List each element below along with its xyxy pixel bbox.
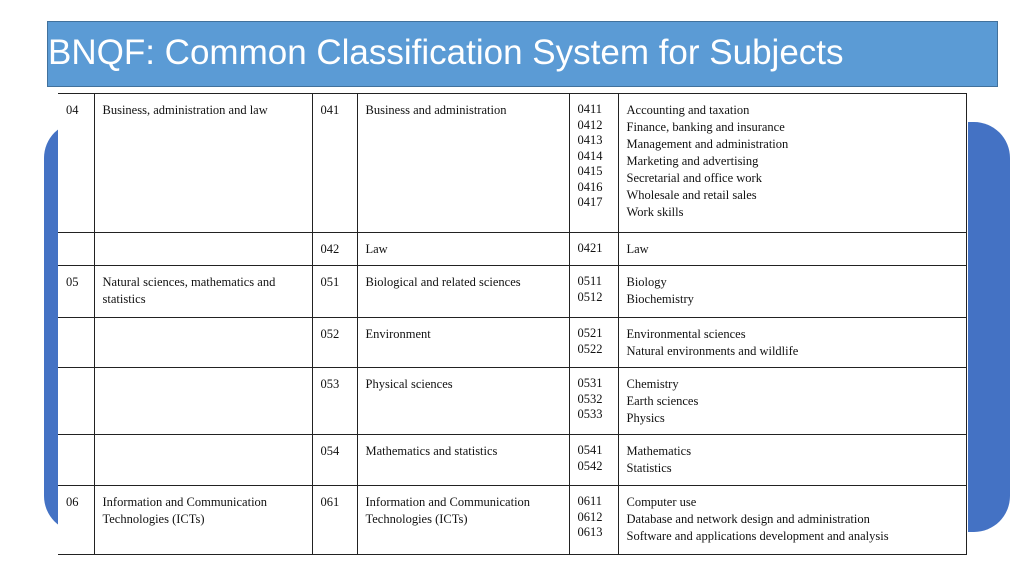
- detailed-field-code-cell: [569, 486, 618, 555]
- broad-field-code: 04: [66, 103, 79, 117]
- detailed-field-name: Finance, banking and insurance: [626, 120, 785, 134]
- table-row: [58, 233, 966, 266]
- broad-field-name: statistics: [102, 292, 146, 306]
- narrow-field-name-cell: [357, 435, 569, 486]
- table-row: [58, 266, 966, 318]
- narrow-field-name-cell: [357, 94, 569, 233]
- detailed-field-name-cell: [618, 94, 966, 233]
- broad-field-name-cell: [94, 435, 312, 486]
- narrow-field-name: Environment: [365, 327, 431, 341]
- detailed-field-code: 0412: [577, 117, 603, 132]
- broad-field-code-cell: [58, 233, 94, 266]
- broad-field-name-cell: [94, 368, 312, 435]
- classification-table: [58, 93, 967, 555]
- table-row: [58, 318, 966, 368]
- detailed-field-code: 0414: [577, 148, 603, 163]
- detailed-field-code: 0512: [577, 289, 603, 304]
- detailed-field-code: 0417: [577, 195, 603, 209]
- narrow-field-name: Business and administration: [365, 103, 507, 117]
- detailed-field-code-cell: [569, 233, 618, 266]
- broad-field-code: 06: [66, 495, 79, 509]
- detailed-field-name-cell: [618, 368, 966, 435]
- narrow-field-code-cell: [312, 486, 357, 555]
- broad-field-name-cell: [94, 266, 312, 318]
- detailed-field-name: Work skills: [626, 205, 684, 219]
- narrow-field-code-cell: [312, 266, 357, 318]
- broad-field-name-cell: [94, 486, 312, 555]
- narrow-field-name: Biological and related sciences: [365, 275, 521, 289]
- table-row: [58, 94, 966, 233]
- detailed-field-code-cell: [569, 94, 618, 233]
- detailed-field-name: Marketing and advertising: [626, 154, 759, 168]
- broad-field-code-cell: [58, 435, 94, 486]
- narrow-field-code: 051: [320, 275, 340, 289]
- broad-field-code-cell: [58, 368, 94, 435]
- narrow-field-code: 061: [320, 495, 340, 509]
- table-row: [58, 435, 966, 486]
- narrow-field-name: Physical sciences: [365, 377, 453, 391]
- broad-field-name-cell: [94, 318, 312, 368]
- detailed-field-code-cell: [569, 266, 618, 318]
- broad-field-name: Business, administration and law: [102, 103, 268, 117]
- broad-field-name-cell: [94, 94, 312, 233]
- detailed-field-code: 0511: [577, 274, 603, 288]
- detailed-field-name: Chemistry: [626, 377, 679, 391]
- narrow-field-name: Law: [365, 242, 388, 256]
- detailed-field-code: 0541: [577, 443, 603, 457]
- broad-field-code-cell: [58, 486, 94, 555]
- broad-field-name: Information and Communication: [102, 495, 268, 509]
- detailed-field-code: 0611: [577, 494, 603, 508]
- narrow-field-name-cell: [357, 318, 569, 368]
- table-row: [58, 486, 966, 555]
- detailed-field-code: 0612: [577, 509, 603, 524]
- broad-field-code-cell: [58, 266, 94, 318]
- broad-field-code-cell: [58, 94, 94, 233]
- detailed-field-name-cell: [618, 486, 966, 555]
- narrow-field-name: Mathematics and statistics: [365, 444, 498, 458]
- detailed-field-name: Software and applications development and analysis: [626, 529, 889, 543]
- detailed-field-name: Database and network design and administration: [626, 512, 870, 526]
- detailed-field-name: Secretarial and office work: [626, 171, 762, 185]
- broad-field-code: 05: [66, 275, 79, 289]
- narrow-field-code: 053: [320, 377, 340, 391]
- narrow-field-name: Information and Communication: [365, 495, 531, 509]
- detailed-field-code-cell: [569, 318, 618, 368]
- detailed-field-name: Environmental sciences: [626, 327, 746, 341]
- narrow-field-name-cell: [357, 266, 569, 318]
- broad-field-name: Technologies (ICTs): [102, 512, 205, 526]
- detailed-field-name: Wholesale and retail sales: [626, 188, 757, 202]
- detailed-field-name: Statistics: [626, 461, 672, 475]
- detailed-field-name: Physics: [626, 411, 665, 425]
- narrow-field-code-cell: [312, 233, 357, 266]
- narrow-field-name-cell: [357, 233, 569, 266]
- detailed-field-name: Biology: [626, 275, 667, 289]
- detailed-field-code: 0533: [577, 407, 603, 421]
- narrow-field-code: 041: [320, 103, 340, 117]
- broad-field-name: Natural sciences, mathematics and: [102, 275, 276, 289]
- detailed-field-name-cell: [618, 318, 966, 368]
- table-row: [58, 368, 966, 435]
- classification-table-container: [58, 93, 968, 554]
- narrow-field-code-cell: [312, 435, 357, 486]
- slide-title: BNQF: Common Classification System for Subjects: [48, 33, 844, 72]
- detailed-field-code: 0415: [577, 164, 603, 178]
- detailed-field-code: 0613: [577, 525, 603, 539]
- detailed-field-code: 0542: [577, 458, 603, 473]
- detailed-field-name: Law: [626, 242, 649, 256]
- detailed-field-code-cell: [569, 368, 618, 435]
- detailed-field-code: 0411: [577, 102, 603, 116]
- detailed-field-code: 0413: [577, 133, 603, 147]
- detailed-field-name: Accounting and taxation: [626, 103, 750, 117]
- detailed-field-name: Natural environments and wildlife: [626, 344, 799, 358]
- detailed-field-name: Mathematics: [626, 444, 692, 458]
- narrow-field-name-cell: [357, 486, 569, 555]
- narrow-field-code-cell: [312, 318, 357, 368]
- narrow-field-name-cell: [357, 368, 569, 435]
- detailed-field-name: Earth sciences: [626, 394, 699, 408]
- detailed-field-name-cell: [618, 233, 966, 266]
- narrow-field-code: 052: [320, 327, 340, 341]
- broad-field-name-cell: [94, 233, 312, 266]
- detailed-field-code: 0416: [577, 179, 603, 194]
- detailed-field-code: 0532: [577, 391, 603, 406]
- detailed-field-name: Computer use: [626, 495, 697, 509]
- narrow-field-code-cell: [312, 368, 357, 435]
- detailed-field-code: 0522: [577, 341, 603, 356]
- detailed-field-name: Management and administration: [626, 137, 789, 151]
- detailed-field-name-cell: [618, 435, 966, 486]
- detailed-field-name: Biochemistry: [626, 292, 694, 306]
- narrow-field-name: Technologies (ICTs): [365, 512, 468, 526]
- detailed-field-code: 0421: [577, 241, 603, 255]
- detailed-field-name-cell: [618, 266, 966, 318]
- narrow-field-code: 042: [320, 242, 340, 256]
- narrow-field-code: 054: [320, 444, 340, 458]
- broad-field-code-cell: [58, 318, 94, 368]
- detailed-field-code: 0531: [577, 376, 603, 390]
- detailed-field-code-cell: [569, 435, 618, 486]
- narrow-field-code-cell: [312, 94, 357, 233]
- detailed-field-code: 0521: [577, 326, 603, 340]
